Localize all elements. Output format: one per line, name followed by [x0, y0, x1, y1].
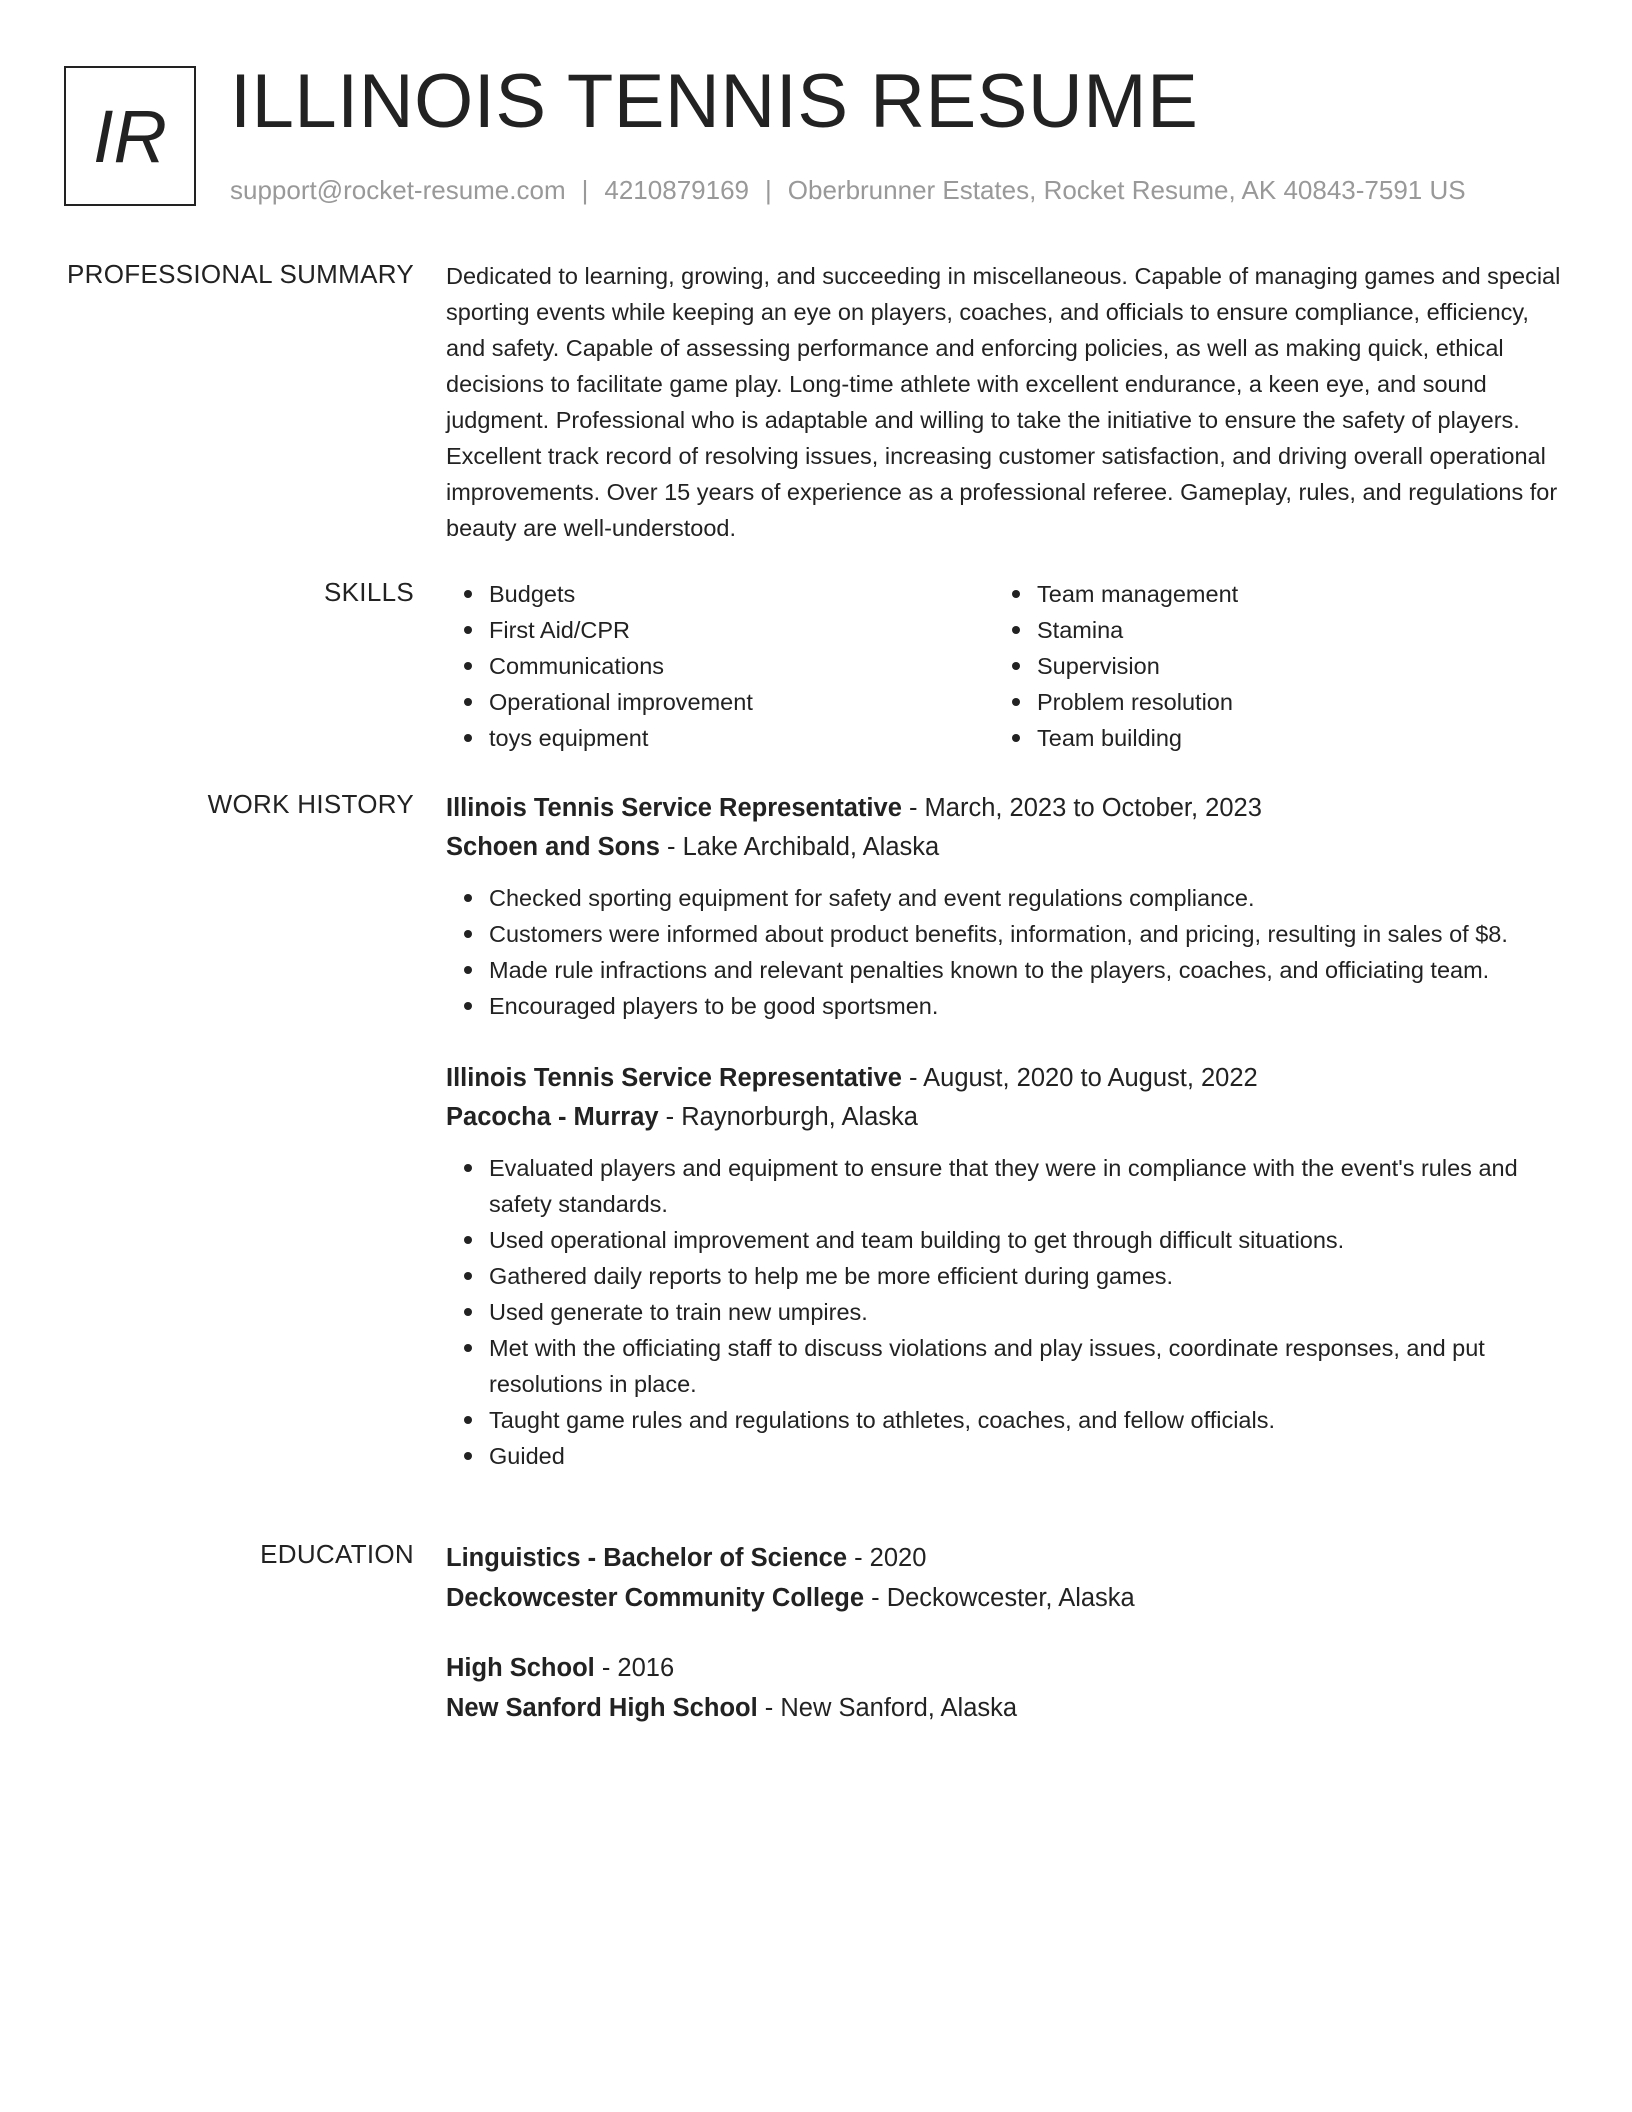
job-bullets [446, 880, 1562, 1024]
job-bullet: Checked sporting equipment for safety and event regulations compliance. [446, 880, 1562, 916]
job-title: Illinois Tennis Service Representative [446, 794, 902, 822]
education-heading [446, 1538, 1562, 1578]
summary-body [446, 258, 1562, 546]
skills-grid [446, 576, 1562, 756]
separator: | [765, 175, 772, 205]
job-bullet: Taught game rules and regulations to athletes, coaches, and fellow officials. [446, 1402, 1562, 1438]
school-location: - New Sanford, Alaska [757, 1694, 1018, 1722]
job-location: - Lake Archibald, Alaska [659, 833, 940, 861]
skill-item: Team building [994, 720, 1542, 756]
skill-item: toys equipment [446, 720, 994, 756]
skill-item: Communications [446, 648, 994, 684]
email-text: support@rocket-resume.com [230, 175, 566, 205]
company-name: Pacocha - Murray [446, 1103, 659, 1131]
education-entry [446, 1648, 1562, 1728]
job-dates: - August, 2020 to August, 2022 [901, 1064, 1258, 1092]
resume-title: ILLINOIS TENNIS RESUME [230, 59, 1199, 144]
phone-text: 4210879169 [604, 175, 749, 205]
education-heading [446, 1648, 1562, 1688]
job-bullet: Guided [446, 1438, 1562, 1474]
job-heading [446, 1058, 1562, 1098]
education-school [446, 1688, 1562, 1728]
school-name: New Sanford High School [446, 1694, 758, 1722]
job-bullet: Used operational improvement and team building to get through difficult situations. [446, 1222, 1562, 1258]
job-bullet: Met with the officiating staff to discuss violations and play issues, coordinate responses, and put resolutions in place. [446, 1330, 1562, 1402]
job-employer [446, 1098, 1562, 1136]
job-bullet: Gathered daily reports to help me be more efficient during games. [446, 1258, 1562, 1294]
summary-text: Dedicated to learning, growing, and succeeding in miscellaneous. Capable of managing games and special sporting events while keeping an eye on players, coaches, and officials to ensure compliance, efficiency, and safety. Capable of assessing performance and enforcing policies, as well as making quick, ethical decisions to facilitate game play. Long-time athlete with excellent endurance, a keen eye, and sound judgment. Professional who is adaptable and willing to take the initiative to ensure the safety of players. Excellent track record of resolving issues, increasing customer satisfaction, and driving overall operational improvements. Over 15 years of experience as a professional referee. Gameplay, rules, and regulations for beauty are well-understood. [446, 263, 1561, 541]
job-entry [446, 788, 1562, 1024]
job-bullet: Customers were informed about product benefits, information, and pricing, resulting in sales of $8. [446, 916, 1562, 952]
graduation-year: - 2020 [847, 1544, 927, 1572]
job-location: - Raynorburgh, Alaska [658, 1103, 918, 1131]
job-bullet: Evaluated players and equipment to ensure that they were in compliance with the event's rules and safety standards. [446, 1150, 1562, 1222]
job-bullet: Encouraged players to be good sportsmen. [446, 988, 1562, 1024]
separator: | [581, 175, 589, 205]
school-name: Deckowcester Community College [446, 1584, 865, 1612]
education-entry [446, 1538, 1562, 1618]
monogram-logo: IR [64, 66, 196, 206]
skill-item: Problem resolution [994, 684, 1542, 720]
skill-item: Supervision [994, 648, 1542, 684]
skill-item: Team management [994, 576, 1542, 612]
education-body [446, 1538, 1562, 1728]
job-bullet: Used generate to train new umpires. [446, 1294, 1562, 1330]
contact-line [230, 174, 1466, 206]
job-entry [446, 1058, 1562, 1474]
degree-name: Linguistics - Bachelor of Science [446, 1544, 848, 1572]
graduation-year: - 2016 [594, 1654, 675, 1682]
skill-item: Budgets [446, 576, 994, 612]
job-bullets [446, 1150, 1562, 1474]
job-title: Illinois Tennis Service Representative [446, 1064, 902, 1092]
skill-item: First Aid/CPR [446, 612, 994, 648]
job-heading [446, 788, 1562, 828]
degree-name: High School [446, 1654, 595, 1682]
job-employer [446, 828, 1562, 866]
education-school [446, 1578, 1562, 1618]
school-location: - Deckowcester, Alaska [864, 1584, 1135, 1612]
company-name: Schoen and Sons [446, 833, 660, 861]
section-label: SKILLS [324, 577, 414, 607]
job-bullet: Made rule infractions and relevant penalties known to the players, coaches, and officiating team. [446, 952, 1562, 988]
skills-column-right [994, 576, 1542, 756]
skills-body [446, 576, 1562, 756]
work-history-body [446, 788, 1562, 1474]
section-label: WORK HISTORY [207, 789, 414, 819]
section-label: EDUCATION [260, 1539, 414, 1569]
section-label: PROFESSIONAL SUMMARY [67, 259, 414, 289]
skills-column-left [446, 576, 994, 756]
job-dates: - March, 2023 to October, 2023 [901, 794, 1262, 822]
skill-item: Stamina [994, 612, 1542, 648]
skill-item: Operational improvement [446, 684, 994, 720]
address-text: Oberbrunner Estates, Rocket Resume, AK 40843-7591 US [787, 175, 1466, 205]
